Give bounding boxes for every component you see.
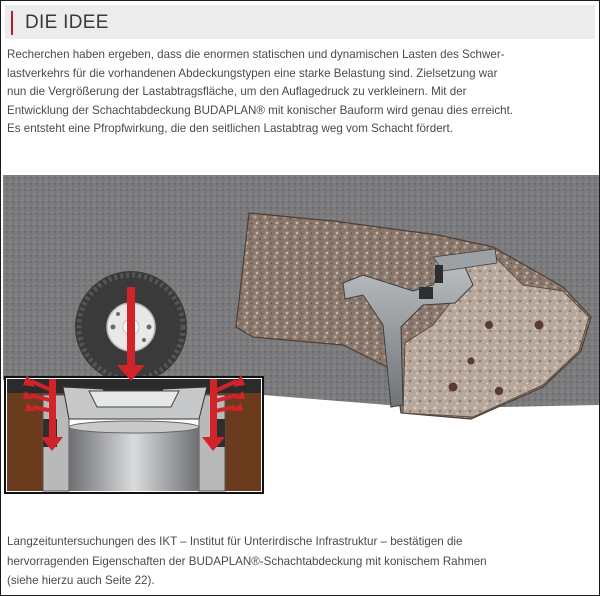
- section-title: DIE IDEE: [25, 12, 109, 33]
- intro-line: lastverkehrs für die vorhandenen Abdeckungstypen eine starke Belastung sind. Zielsetzung war: [7, 66, 498, 80]
- cross-section-diagram: [5, 377, 263, 493]
- intro-paragraph: [7, 46, 595, 139]
- intro-line: Es entsteht eine Pfropfwirkung, die den seitlichen Lastabtrag weg vom Schacht fördert.: [7, 122, 453, 136]
- intro-line: nun die Vergrößerung der Lastabtragsfläche, um den Auflagedruck zu verkleinern. Mit der: [7, 85, 467, 99]
- caption-line: Langzeituntersuchungen des IKT – Institut für Unterirdische Infrastruktur – bestätigen die: [7, 535, 463, 548]
- caption-paragraph: [7, 532, 595, 591]
- caption-line: hervorragenden Eigenschaften der BUDAPLAN®-Schachtabdeckung mit konischem Rahmen: [7, 554, 487, 568]
- intro-line: Recherchen haben ergeben, dass die enormen statischen und dynamischen Lasten des Schwer-: [7, 48, 505, 61]
- caption-line: (siehe hierzu auch Seite 22).: [7, 574, 155, 587]
- intro-line: Entwicklung der Schachtabdeckung BUDAPLAN® mit konischer Bauform wird genau dies erreicht.: [7, 103, 514, 117]
- manhole-cover-illustration: [3, 175, 599, 495]
- title-accent-bar: [11, 11, 13, 35]
- section-header: [5, 5, 595, 39]
